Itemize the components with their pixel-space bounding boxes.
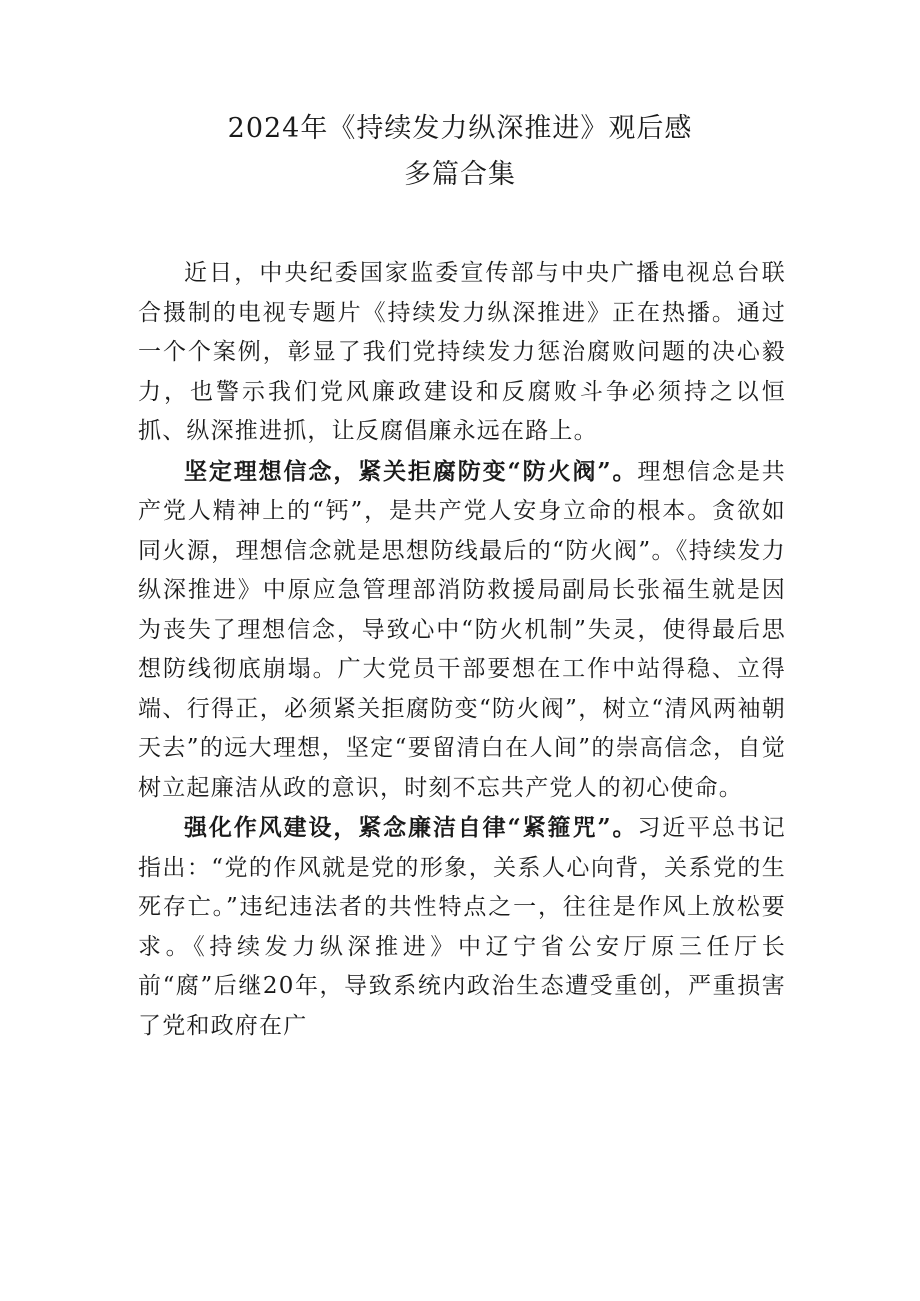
document-body [138, 254, 786, 1046]
paragraph-ideals-heading: 坚定理想信念，紧关拒腐防变“防火阀”。 [184, 457, 638, 485]
paragraph-conduct-heading: 强化作风建设，紧念廉洁自律“紧箍咒”。 [184, 814, 638, 841]
title-line-1: 2024年《持续发力纵深推进》观后感 [227, 113, 693, 144]
paragraph-intro-text: 近日，中央纪委国家监委宣传部与中央广播电视总台联合摄制的电视专题片《持续发力纵深推进》正在热播。通过一个个案例，彰显了我们党持续发力惩治腐败问题的决心毅力，也警示我们党风廉政建设和反腐败斗争必须持之以恒抓、纵深推进抓，让反腐倡廉永远在路上。 [138, 260, 786, 444]
paragraph-ideals-text: 理想信念是共产党人精神上的“钙”，是共产党人安身立命的根本。贪欲如同火源，理想信念就是思想防线最后的“防火阀”。《持续发力纵深推进》中原应急管理部消防救援局副局长张福生就是因为丧失了理想信念，导致心中“防火机制”失灵，使得最后思想防线彻底崩塌。广大党员干部要想在工作中站得稳、立得端、行得正，必须紧关拒腐防变“防火阀”，树立“清风两袖朝天去”的远大理想，坚定“要留清白在人间”的崇高信念，自觉树立起廉洁从政的意识，时刻不忘共产党人的初心使命。 [138, 458, 787, 801]
document-title [0, 106, 920, 198]
paragraph-conduct-text: 习近平总书记指出：“党的作风就是党的形象，关系人心向背，关系党的生死存亡。”违纪违法者的共性特点之一，往往是作风上放松要求。《持续发力纵深推进》中辽宁省公安厅原三任厅长前“腐”后继20年，导致系统内政治生态遭受重创，严重损害了党和政府在广 [138, 815, 787, 1039]
paragraph-ideals [138, 452, 786, 809]
paragraph-intro [138, 254, 786, 452]
title-line-2: 多篇合集 [404, 159, 516, 190]
paragraph-conduct [138, 808, 786, 1046]
